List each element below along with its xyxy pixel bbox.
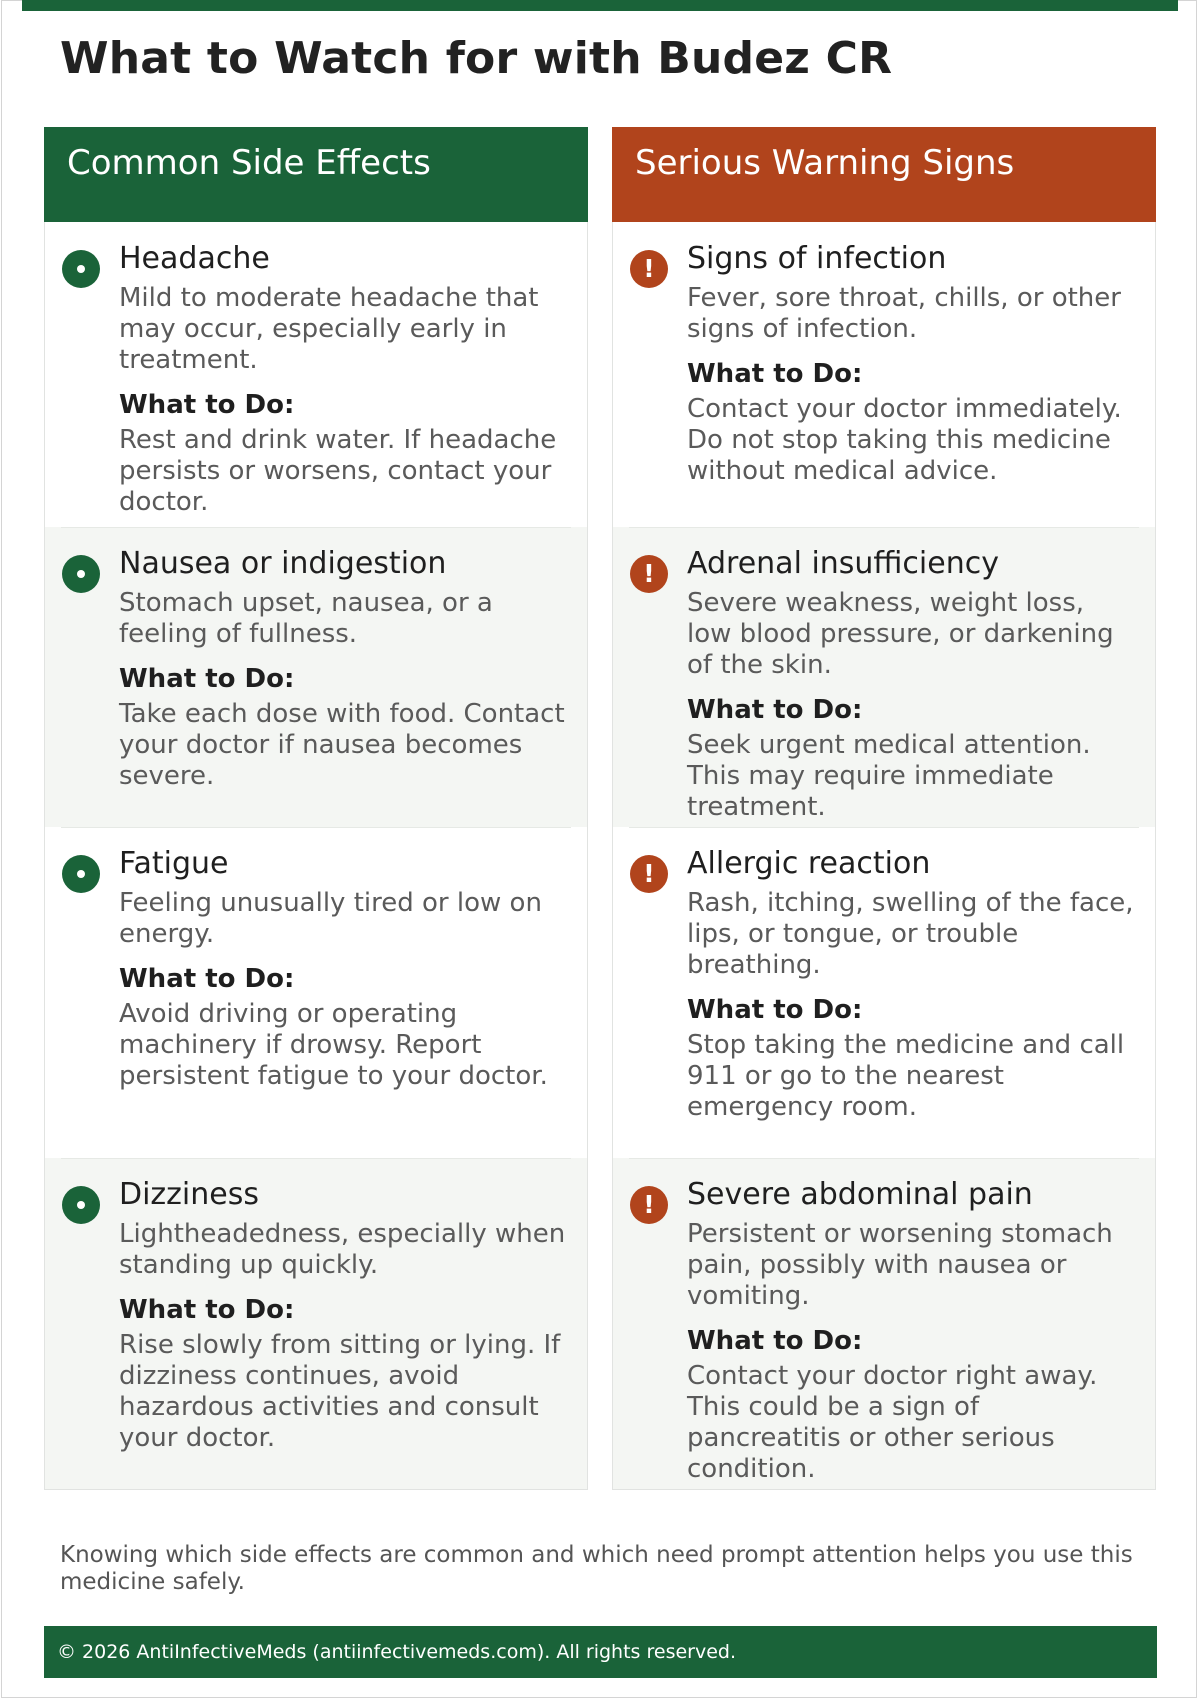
side-effect-item [45, 1158, 587, 1489]
what-to-do-label: What to Do: [687, 995, 863, 1025]
what-to-do-text: Take each dose with food. Contact your doctor if nausea becomes severe. [119, 699, 565, 791]
footer-note: Knowing which side effects are common and which need prompt attention helps you use this medicine safely. [60, 1542, 1133, 1595]
warning-sign-item [613, 222, 1155, 527]
side-effect-item [45, 222, 587, 527]
side-effect-title: Dizziness [119, 1177, 259, 1212]
what-to-do-label: What to Do: [119, 390, 295, 420]
what-to-do-text: Contact your doctor immediately. Do not stop taking this medicine without medical advice. [687, 394, 1122, 486]
what-to-do-label: What to Do: [119, 964, 295, 994]
what-to-do-label: What to Do: [687, 359, 863, 389]
what-to-do-label: What to Do: [687, 1326, 863, 1356]
warning-sign-title: Adrenal insufficiency [687, 546, 999, 581]
side-effect-description: Stomach upset, nausea, or a feeling of fullness. [119, 588, 493, 649]
side-effect-description: Lightheadedness, especially when standing up quickly. [119, 1219, 566, 1280]
what-to-do-label: What to Do: [119, 664, 295, 694]
common-side-effects-heading: Common Side Effects [44, 127, 588, 222]
warning-sign-item [613, 1158, 1155, 1489]
top-accent-bar [22, 0, 1178, 11]
exclamation-circle-icon: ! [630, 555, 668, 593]
warning-sign-title: Signs of infection [687, 241, 947, 276]
what-to-do-text: Rise slowly from sitting or lying. If dizziness continues, avoid hazardous activities and consult your doctor. [119, 1330, 561, 1453]
copyright-text: © 2026 AntiInfectiveMeds (antiinfectivemeds.com). All rights reserved. [57, 1641, 737, 1663]
what-to-do-text: Seek urgent medical attention. This may require immediate treatment. [687, 730, 1091, 822]
warning-sign-item [613, 827, 1155, 1158]
warning-sign-description: Persistent or worsening stomach pain, possibly with nausea or vomiting. [687, 1219, 1113, 1311]
side-effect-item [45, 527, 587, 827]
side-effect-title: Nausea or indigestion [119, 546, 447, 581]
what-to-do-label: What to Do: [687, 695, 863, 725]
dot-circle-icon [62, 855, 100, 893]
side-effect-description: Mild to moderate headache that may occur, especially early in treatment. [119, 283, 539, 375]
serious-warning-signs-panel [612, 127, 1156, 1490]
side-effect-title: Headache [119, 241, 270, 276]
serious-warning-signs-heading: Serious Warning Signs [612, 127, 1156, 222]
what-to-do-label: What to Do: [119, 1295, 295, 1325]
exclamation-circle-icon: ! [630, 1186, 668, 1224]
what-to-do-text: Contact your doctor right away. This could be a sign of pancreatitis or other serious condition. [687, 1361, 1098, 1484]
exclamation-circle-icon: ! [630, 250, 668, 288]
what-to-do-text: Rest and drink water. If headache persists or worsens, contact your doctor. [119, 425, 557, 517]
common-side-effects-panel [44, 127, 588, 1490]
side-effect-description: Feeling unusually tired or low on energy. [119, 888, 542, 949]
warning-sign-title: Severe abdominal pain [687, 1177, 1033, 1212]
what-to-do-text: Stop taking the medicine and call 911 or go to the nearest emergency room. [687, 1030, 1125, 1122]
copyright-bar [44, 1626, 1157, 1678]
dot-circle-icon [62, 250, 100, 288]
warning-sign-description: Fever, sore throat, chills, or other signs of infection. [687, 283, 1121, 344]
exclamation-circle-icon: ! [630, 855, 668, 893]
side-effect-item [45, 827, 587, 1158]
warning-sign-title: Allergic reaction [687, 846, 931, 881]
warning-sign-description: Severe weakness, weight loss, low blood pressure, or darkening of the skin. [687, 588, 1114, 680]
warning-sign-item [613, 527, 1155, 827]
dot-circle-icon [62, 555, 100, 593]
page-title: What to Watch for with Budez CR [60, 33, 893, 84]
what-to-do-text: Avoid driving or operating machinery if drowsy. Report persistent fatigue to your doctor. [119, 999, 548, 1091]
side-effect-title: Fatigue [119, 846, 229, 881]
dot-circle-icon [62, 1186, 100, 1224]
warning-sign-description: Rash, itching, swelling of the face, lips, or tongue, or trouble breathing. [687, 888, 1134, 980]
